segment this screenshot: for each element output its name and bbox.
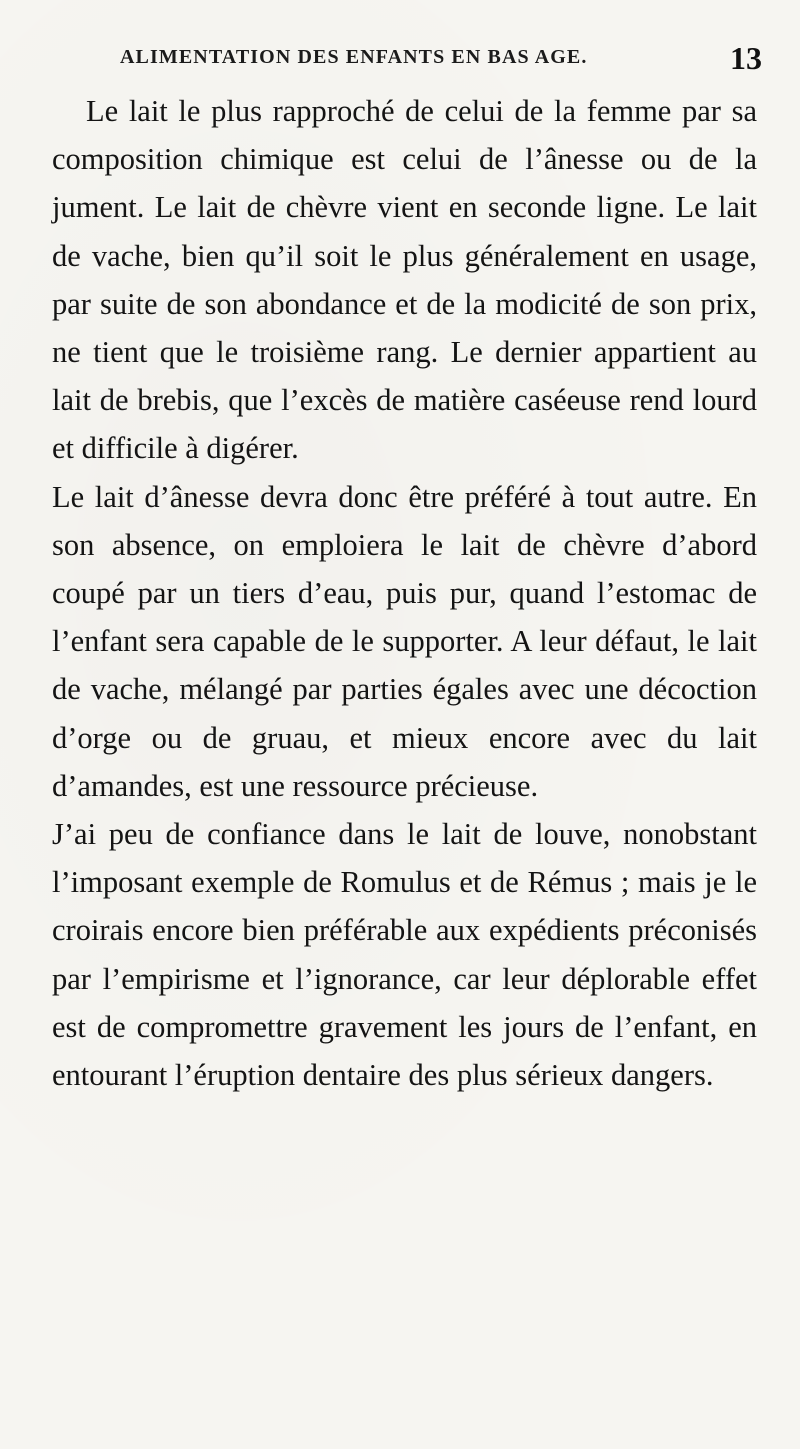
page-number: 13 <box>730 40 762 76</box>
paragraph-wolf-milk: J’ai peu de confiance dans le lait de louve, nonobstant l’imposant exemple de Romulus et de Rémus ; mais je le croirais encore bien préférable aux expédients préconisés par l’empirisme et l’ignorance, car leur déplorable effet est de compromettre gravement les jours de l’enfant, en entourant l’éruption dentaire des plus sérieux dangers. <box>52 817 757 1093</box>
paragraph-donkey-milk: Le lait d’ânesse devra donc être préféré à tout autre. En son absence, on emploiera le lait de chèvre d’abord coupé par un tiers d’eau, puis pur, quand l’estomac de l’enfant sera capable de le supporter. A leur défaut, le lait de vache, mélangé par parties égales avec une décoction d’orge ou de gruau, et mieux encore avec du lait d’amandes, est une ressource précieuse. <box>52 479 757 803</box>
running-head: ALIMENTATION DES ENFANTS EN BAS AGE. <box>120 46 588 68</box>
page-header <box>120 42 770 82</box>
body-text <box>52 87 757 1099</box>
paragraph-milk-composition: Le lait le plus rapproché de celui de la femme par sa composition chimique est celui de l’ânesse ou de la jument. Le lait de chèvre vient en seconde ligne. Le lait de vache, bien qu’il soit le plus généralement en usage, par suite de son abondance et de la modicité de son prix, ne tient que le troisième rang. Le dernier appartient au lait de brebis, que l’excès de matière caséeuse rend lourd et difficile à digérer. <box>52 94 757 466</box>
